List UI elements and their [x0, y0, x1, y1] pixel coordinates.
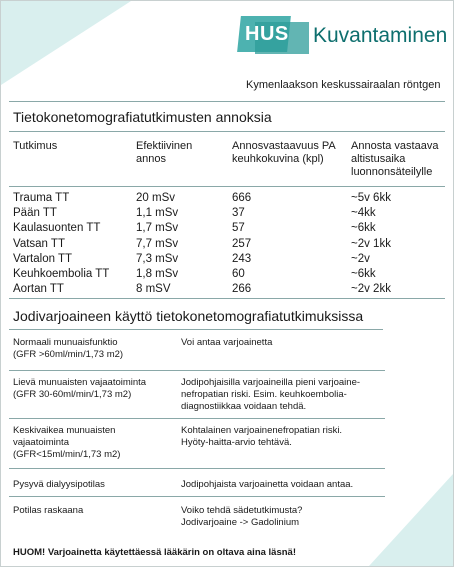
cell-time: ~2v 1kk [351, 237, 391, 250]
cell-pa: 60 [232, 267, 245, 280]
cell-pa: 243 [232, 252, 252, 265]
logo-name: Kuvantaminen [313, 24, 448, 47]
warning-note: HUOM! Varjoainetta käytettäessä lääkärin on oltava aina läsnä! [13, 547, 297, 558]
table-row [1, 206, 454, 221]
cell-exam: Kaulasuonten TT [13, 222, 101, 235]
dose-section-title: Tietokonetomografiatutkimusten annoksia [13, 109, 272, 125]
cell-pa: 57 [232, 222, 245, 235]
cell-time: ~2v [351, 252, 370, 265]
header-effective-dose: Efektiivinen annos [136, 140, 193, 165]
cell-time: ~6kk [351, 222, 376, 235]
cell-dose: 8 mSV [136, 283, 171, 296]
cell-exam: Pään TT [13, 207, 57, 220]
cell-pa: 37 [232, 207, 245, 220]
divider [9, 101, 445, 102]
cell-dose: 7,3 mSv [136, 252, 179, 265]
table-row [1, 221, 454, 236]
contrast-condition: Potilas raskaana [13, 505, 84, 516]
table-row [1, 252, 454, 267]
cell-pa: 666 [232, 192, 252, 204]
header-pa-equivalence: Annosvastaavuus PA keuhkokuvina (kpl) [232, 140, 336, 165]
decor-triangle-top-left [1, 1, 131, 85]
contrast-row [9, 479, 385, 497]
contrast-condition: Normaali munuaisfunktio (GFR >60ml/min/1,73 m2) [13, 337, 124, 360]
cell-time: ~5v 6kk [351, 192, 391, 204]
contrast-condition: Keskivaikea munuaisten vajaatoiminta (GFR<15ml/min/1,73 m2) [13, 425, 121, 460]
header-exam: Tutkimus [13, 140, 58, 152]
header-natural-exposure: Annosta vastaava altistusaika luonnonsäteilylle [351, 140, 439, 178]
cell-exam: Vartalon TT [13, 252, 73, 265]
divider [9, 329, 383, 330]
table-row [1, 267, 454, 282]
table-row [1, 282, 454, 297]
cell-dose: 7,7 mSv [136, 237, 179, 250]
table-row [1, 237, 454, 252]
cell-time: ~4kk [351, 207, 376, 220]
contrast-row [9, 377, 385, 419]
contrast-guidance: Jodipohjaisilla varjoaineilla pieni varjoaine- nefropatian riski. Esim. keuhkoembolia- diagnostiikkaa voidaan tehdä. [181, 377, 361, 412]
contrast-row [9, 337, 385, 371]
cell-pa: 266 [232, 283, 252, 296]
logo-mark [239, 16, 309, 56]
contrast-row [9, 425, 385, 469]
cell-exam: Vatsan TT [13, 237, 65, 250]
cell-dose: 20 mSv [136, 192, 175, 204]
cell-dose: 1,1 mSv [136, 207, 179, 220]
cell-pa: 257 [232, 237, 252, 250]
cell-dose: 1,8 mSv [136, 267, 179, 280]
department-subtitle: Kymenlaakson keskussairaalan röntgen [246, 79, 441, 91]
divider [9, 131, 445, 132]
dose-table-body [1, 191, 454, 297]
divider [9, 298, 445, 299]
contrast-condition: Pysyvä dialyysipotilas [13, 479, 105, 490]
logo-mark-text: HUS [245, 23, 289, 45]
contrast-section-title: Jodivarjoaineen käyttö tietokonetomografiatutkimuksissa [13, 308, 364, 324]
cell-exam: Trauma TT [13, 192, 70, 204]
cell-time: ~6kk [351, 267, 376, 280]
cell-exam: Aortan TT [13, 283, 64, 296]
contrast-guidance: Voi antaa varjoainetta [181, 337, 273, 348]
table-row [1, 191, 454, 206]
divider [9, 186, 445, 187]
contrast-row [9, 505, 385, 535]
contrast-condition: Lievä munuaisten vajaatoiminta (GFR 30-60ml/min/1,73 m2) [13, 377, 147, 400]
cell-time: ~2v 2kk [351, 283, 391, 296]
hus-logo [239, 16, 447, 56]
contrast-guidance: Kohtalainen varjoainenefropatian riski. Hyöty-haitta-arvio tehtävä. [181, 425, 343, 448]
cell-dose: 1,7 mSv [136, 222, 179, 235]
contrast-guidance: Voiko tehdä sädetutkimusta? Jodivarjoaine -> Gadolinium [181, 505, 303, 528]
cell-exam: Keuhkoembolia TT [13, 267, 110, 280]
contrast-guidance: Jodipohjaista varjoainetta voidaan antaa. [181, 479, 354, 490]
